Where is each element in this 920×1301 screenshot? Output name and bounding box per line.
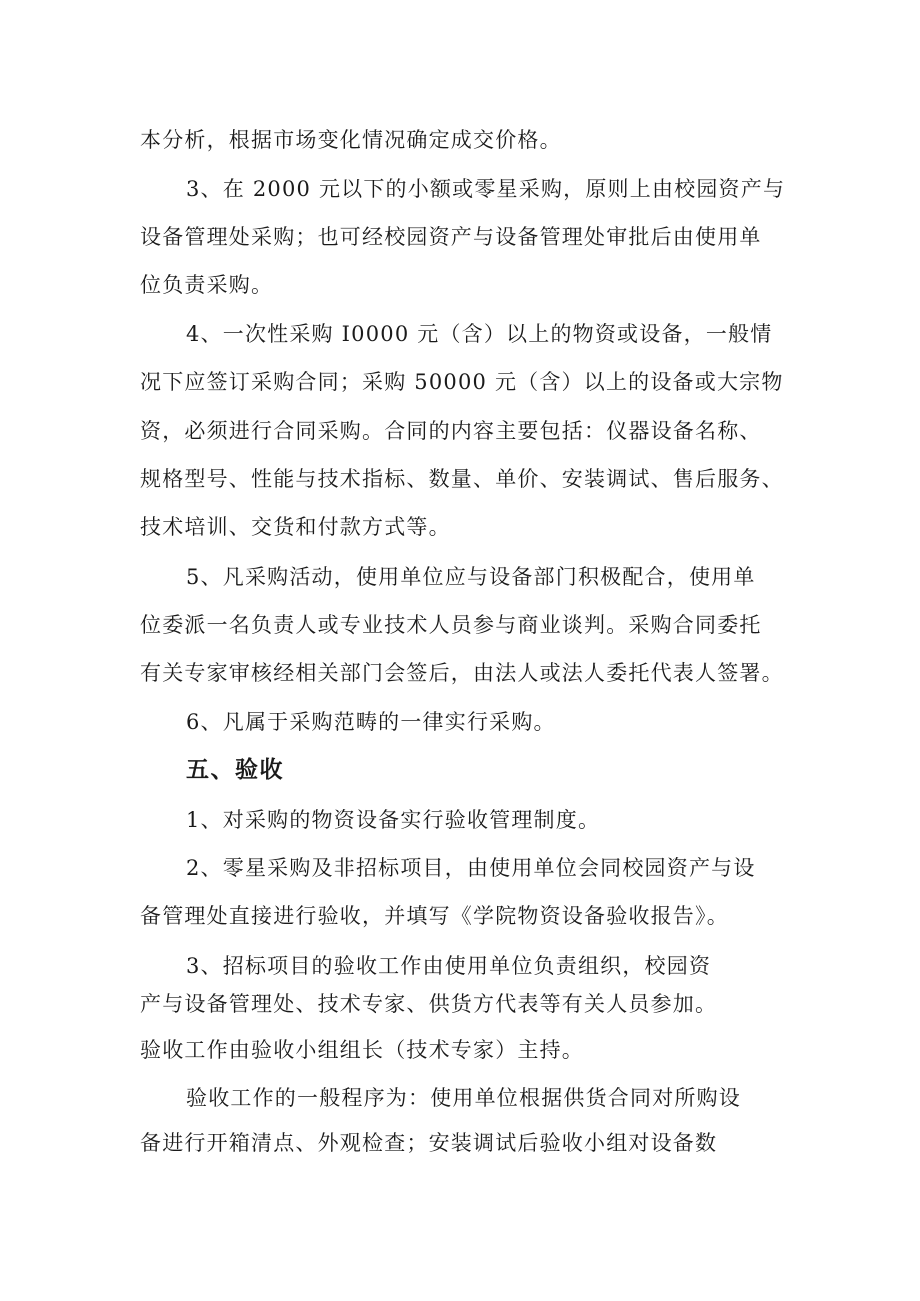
paragraph-line: 5、凡采购活动，使用单位应与设备部门积极配合，使用单	[186, 565, 756, 589]
paragraph-line: 位委派一名负责人或专业技术人员参与商业谈判。采购合同委托	[140, 613, 762, 637]
paragraph-line: 规格型号、性能与技术指标、数量、单价、安装调试、售后服务、	[140, 467, 784, 491]
paragraph-line: 设备管理处采购；也可经校园资产与设备管理处审批后由使用单	[140, 225, 762, 249]
paragraph-line: 2、零星采购及非招标项目，由使用单位会同校园资产与设	[186, 856, 756, 880]
paragraph-line: 验收工作由验收小组组长（技术专家）主持。	[140, 1038, 584, 1062]
paragraph-line: 备进行开箱清点、外观检查；安装调试后验收小组对设备数	[140, 1131, 718, 1155]
paragraph-line: 位负责采购。	[140, 273, 274, 297]
paragraph-line: 3、招标项目的验收工作由使用单位负责组织，校园资	[186, 954, 712, 978]
section-heading: 五、验收	[186, 757, 284, 783]
paragraph-line: 技术培训、交货和付款方式等。	[140, 515, 451, 539]
paragraph-line: 4、一次性采购 I0000 元（含）以上的物资或设备，一般情	[186, 322, 773, 346]
paragraph-line: 3、在 2000 元以下的小额或零星采购，原则上由校园资产与	[186, 177, 786, 201]
paragraph-line: 有关专家审核经相关部门会签后，由法人或法人委托代表人签署。	[140, 661, 784, 685]
paragraph-line: 资，必须进行合同采购。合同的内容主要包括：仪器设备名称、	[140, 419, 762, 443]
paragraph-line: 本分析，根据市场变化情况确定成交价格。	[140, 128, 562, 152]
paragraph-line: 1、对采购的物资设备实行验收管理制度。	[186, 808, 601, 832]
paragraph-line: 产与设备管理处、技术专家、供货方代表等有关人员参加。	[140, 992, 718, 1016]
paragraph-line: 6、凡属于采购范畴的一律实行采购。	[186, 710, 556, 734]
paragraph-line: 况下应签订采购合同；采购 50000 元（含）以上的设备或大宗物	[140, 370, 784, 394]
paragraph-line: 备管理处直接进行验收，并填写《学院物资设备验收报告》。	[140, 904, 729, 928]
paragraph-line: 验收工作的一般程序为：使用单位根据供货合同对所购设	[186, 1086, 741, 1110]
